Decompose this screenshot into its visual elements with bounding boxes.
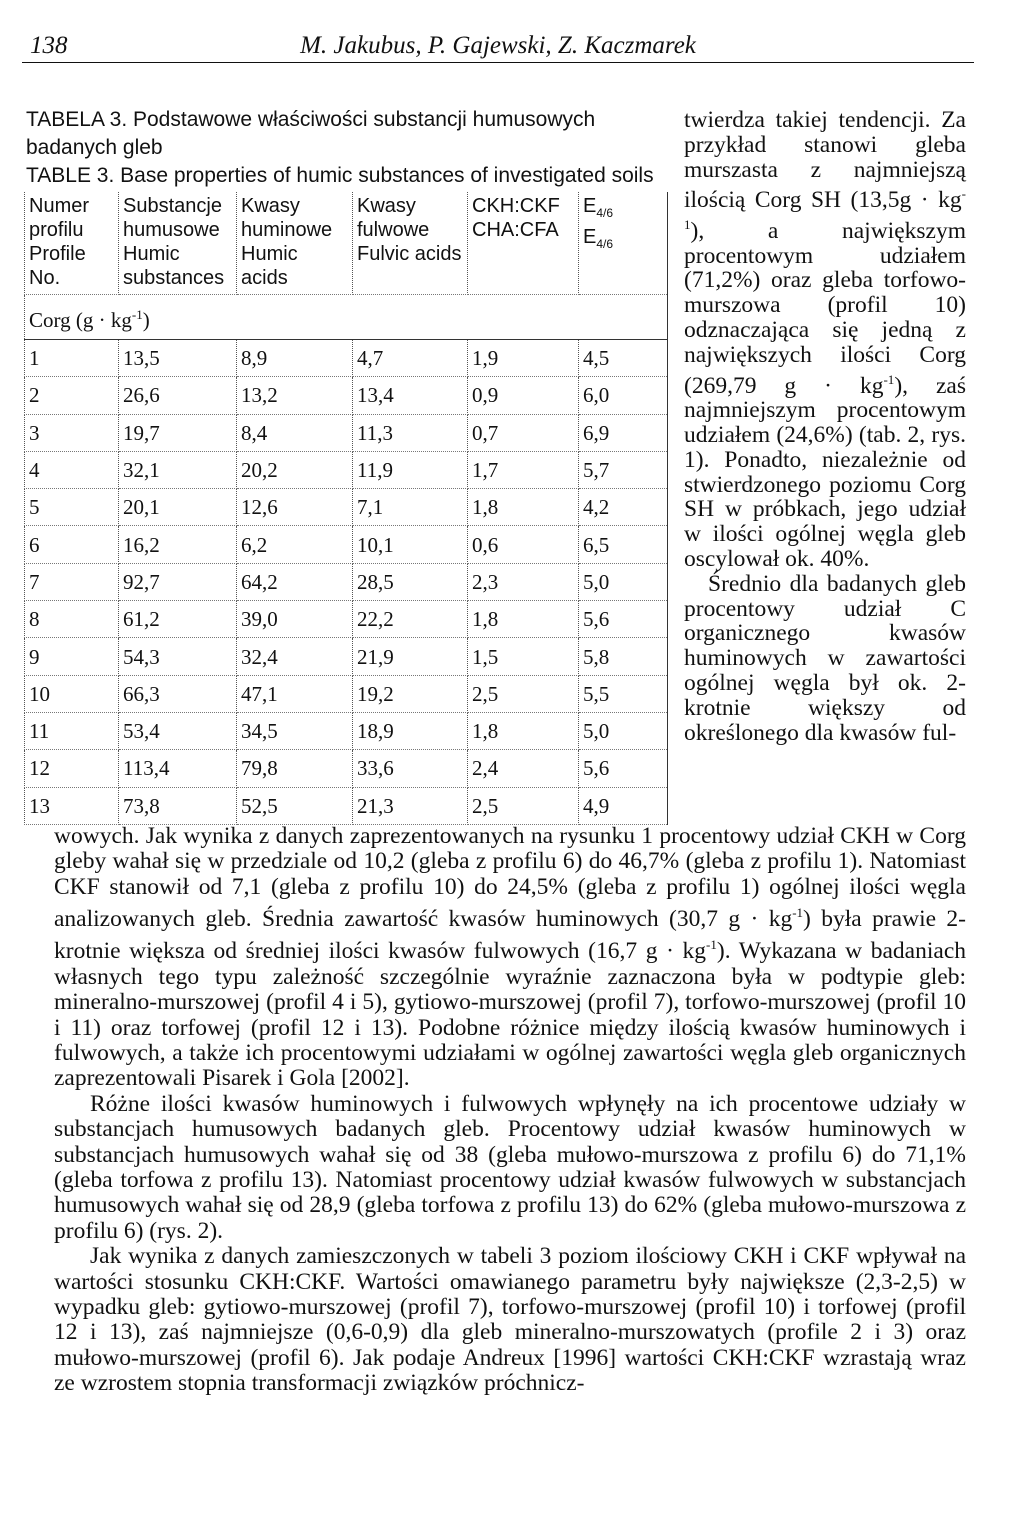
table-cell: 4,9 xyxy=(579,787,668,824)
table-cell: 2,5 xyxy=(468,787,579,824)
table-row xyxy=(25,638,668,675)
table-cell: 19,7 xyxy=(119,414,237,451)
table-cell: 3 xyxy=(25,414,119,451)
table-cell: 26,6 xyxy=(119,377,237,414)
table-cell: 4,5 xyxy=(579,340,668,377)
table-cell: 11,3 xyxy=(353,414,468,451)
table-cell: 2,3 xyxy=(468,563,579,600)
table-cell: 4 xyxy=(25,451,119,488)
header-humic-acids: Kwasy huminowe Humic acids xyxy=(237,192,353,295)
table-cell: 13 xyxy=(25,787,119,824)
side-paragraph-1: twierdza takiej tendencji. Za przykład stanowi gleba murszasta z najmniejszą ilością Corg SH $(13,5g \cdot kg^{-1})$, a największym procentowym udziałem (71,2%) oraz gleba torfowo-murszowa (profil 10) odznaczająca się jedną z największych ilości Corg (269,79 $g \cdot kg^{-1}$), zaś najmniejszym procentowym udziałem (24,6%) (tab. 2, rys. 1). Ponadto, niezależnie od stwierdzonego poziomu Corg SH w próbkach, jego udział w ilości ogólnej węgla gleb oscylował ok. 40%. xyxy=(684,107,966,573)
main-body-text xyxy=(54,824,966,1397)
table-cell: 11 xyxy=(25,712,119,749)
table-cell: 54,3 xyxy=(119,638,237,675)
side-paragraph-2: Średnio dla badanych gleb procentowy udział C organicznego kwasów huminowych w zawartości ogólnej węgla był ok. 2-krotnie większy od określonego dla kwasów ful- xyxy=(684,570,966,746)
table-cell: 33,6 xyxy=(353,750,468,787)
table-cell: 5,7 xyxy=(579,451,668,488)
table-cell: 6,0 xyxy=(579,377,668,414)
table-cell: 13,2 xyxy=(237,377,353,414)
header-e46: $E_{4/6}$ $E_{4/6}$ xyxy=(579,192,668,295)
unit-row xyxy=(25,295,668,340)
table-cell: 12,6 xyxy=(237,489,353,526)
table-cell: 8,4 xyxy=(237,414,353,451)
table-cell: 73,8 xyxy=(119,787,237,824)
table-cell: 2,4 xyxy=(468,750,579,787)
table-cell: 11,9 xyxy=(353,451,468,488)
table-cell: 5 xyxy=(25,489,119,526)
unit-label: Corg $(g \cdot kg^{-1})$ xyxy=(25,295,668,340)
table-row xyxy=(25,526,668,563)
table-row xyxy=(25,377,668,414)
table-cell: 10 xyxy=(25,675,119,712)
table-cell: 47,1 xyxy=(237,675,353,712)
running-header xyxy=(22,22,974,63)
table-row xyxy=(25,414,668,451)
table-cell: 19,2 xyxy=(353,675,468,712)
table-cell: 39,0 xyxy=(237,601,353,638)
body-paragraph-3: Jak wynika z danych zamieszczonych w tabeli 3 poziom ilościowy CKH i CKF wpływał na wartości stosunku CKH:CKF. Wartości omawianego parametru były największe (2,3-2,5) w wypadku gleb: gytiowo-murszowej (profil 7), torfowo-murszowej (profil 10) i torfowej (profil 12 i 13), zaś najmniejsze (0,6-0,9) dla gleb mineralno-murszowatych (profile 2 i 3) oraz mułowo-murszowej (profil 6). Jak podaje Andreux [1996] wartości CKH:CKF wzrastają wraz ze wzrostem stopnia transformacji związków próchnicz- xyxy=(54,1243,966,1397)
table-cell: 79,8 xyxy=(237,750,353,787)
body-paragraph-1: wowych. Jak wynika z danych zaprezentowanych na rysunku 1 procentowy udział CKH w Corg gleby wahał się w przedziale od 10,2 (gleba z profilu 6) do 46,7% (gleba z profilu 1). Natomiast CKF stanowił od 7,1 (gleba z profilu 10) do 24,5% (gleba z profilu 1) ogólnej ilości węgla analizowanych gleb. Średnia zawartość kwasów huminowych (30,7 $g \cdot kg^{-1}$) była prawie 2-krotnie większa od średniej ilości kwasów fulwowych (16,7 $g \cdot kg^{-1}$). Wykazana w badaniach własnych tego typu zależność szczególnie wyraźnie zaznaczona była w podtypie gleb: mineralno-murszowej (profil 4 i 5), gytiowo-murszowej (profil 7), torfowo-murszowej (profil 10 i 11) oraz torfowej (profil 12 i 13). Podobne różnice między ilością kwasów huminowych i fulwowych, a także ich procentowymi udziałami w ogólnej zawartości węgla gleb organicznych zaprezentowali Pisarek i Gola [2002]. xyxy=(54,823,966,1092)
table-cell: 21,9 xyxy=(353,638,468,675)
table-cell: 1,9 xyxy=(468,340,579,377)
table-cell: 1,8 xyxy=(468,712,579,749)
table-cell: 34,5 xyxy=(237,712,353,749)
table-cell: 6 xyxy=(25,526,119,563)
table-cell: 4,2 xyxy=(579,489,668,526)
table-cell: 5,5 xyxy=(579,675,668,712)
table-cell: 66,3 xyxy=(119,675,237,712)
table-cell: 61,2 xyxy=(119,601,237,638)
table-cell: 1,7 xyxy=(468,451,579,488)
running-authors: M. Jakubus, P. Gajewski, Z. Kaczmarek xyxy=(300,32,696,59)
page-number: 138 xyxy=(30,32,68,59)
table-row xyxy=(25,675,668,712)
caption-pl-line2: badanych gleb xyxy=(26,136,163,159)
table-cell: 32,4 xyxy=(237,638,353,675)
header-profile: Numer profilu Profile No. xyxy=(25,192,119,295)
table-row xyxy=(25,489,668,526)
table-cell: 1 xyxy=(25,340,119,377)
table-row xyxy=(25,750,668,787)
table-row xyxy=(25,451,668,488)
table-cell: 5,8 xyxy=(579,638,668,675)
table-cell: 2 xyxy=(25,377,119,414)
table-cell: 4,7 xyxy=(353,340,468,377)
table-row xyxy=(25,601,668,638)
table-cell: 0,6 xyxy=(468,526,579,563)
table-cell: 113,4 xyxy=(119,750,237,787)
table-cell: 7 xyxy=(25,563,119,600)
table-cell: 53,4 xyxy=(119,712,237,749)
table-cell: 5,6 xyxy=(579,601,668,638)
table-cell: 13,5 xyxy=(119,340,237,377)
table-cell: 52,5 xyxy=(237,787,353,824)
table-cell: 92,7 xyxy=(119,563,237,600)
table-header-row xyxy=(25,192,668,295)
table-cell: 5,6 xyxy=(579,750,668,787)
table-cell: 6,9 xyxy=(579,414,668,451)
table-caption xyxy=(26,106,676,190)
table-row xyxy=(25,563,668,600)
table-cell: 6,2 xyxy=(237,526,353,563)
table-row xyxy=(25,712,668,749)
side-column-text xyxy=(684,108,966,745)
table-cell: 20,2 xyxy=(237,451,353,488)
table-cell: 0,7 xyxy=(468,414,579,451)
table-cell: 22,2 xyxy=(353,601,468,638)
table-cell: 18,9 xyxy=(353,712,468,749)
table-cell: 21,3 xyxy=(353,787,468,824)
table-cell: 20,1 xyxy=(119,489,237,526)
table-cell: 28,5 xyxy=(353,563,468,600)
table-cell: 12 xyxy=(25,750,119,787)
table-cell: 1,5 xyxy=(468,638,579,675)
table-cell: 5,0 xyxy=(579,712,668,749)
table-cell: 16,2 xyxy=(119,526,237,563)
table-row xyxy=(25,787,668,824)
table-cell: 13,4 xyxy=(353,377,468,414)
table-cell: 9 xyxy=(25,638,119,675)
body-paragraph-2: Różne ilości kwasów huminowych i fulwowych wpłynęły na ich procentowe udziały w substancjach humusowych badanych gleb. Procentowy udział kwasów huminowych w substancjach humusowych wahał się od 38 (gleba mułowo-murszowa z profilu 6) do 71,1% (gleba torfowa z profilu 13). Natomiast procentowy udział kwasów fulwowych w substancjach humusowych wahał się od 28,9 (gleba torfowa z profilu 13) do 62% (gleba mułowo-murszowa z profilu 6) (rys. 2). xyxy=(54,1090,966,1244)
table-cell: 10,1 xyxy=(353,526,468,563)
table-cell: 0,9 xyxy=(468,377,579,414)
table-cell: 8,9 xyxy=(237,340,353,377)
table-cell: 6,5 xyxy=(579,526,668,563)
caption-en: TABLE 3. Base properties of humic substances of investigated soils xyxy=(26,164,654,187)
header-fulvic-acids: Kwasy fulwowe Fulvic acids xyxy=(353,192,468,295)
table-row xyxy=(25,340,668,377)
header-humic-substances: Substancje humusowe Humic substances xyxy=(119,192,237,295)
table-cell: 64,2 xyxy=(237,563,353,600)
table-cell: 7,1 xyxy=(353,489,468,526)
table-cell: 2,5 xyxy=(468,675,579,712)
table-cell: 32,1 xyxy=(119,451,237,488)
header-ratio: CKH:CKF CHA:CFA xyxy=(468,192,579,295)
table-cell: 1,8 xyxy=(468,489,579,526)
table-cell: 8 xyxy=(25,601,119,638)
table-cell: 5,0 xyxy=(579,563,668,600)
properties-table xyxy=(24,192,668,825)
caption-pl-line1: TABELA 3. Podstawowe właściwości substancji humusowych xyxy=(26,108,596,131)
table-cell: 1,8 xyxy=(468,601,579,638)
